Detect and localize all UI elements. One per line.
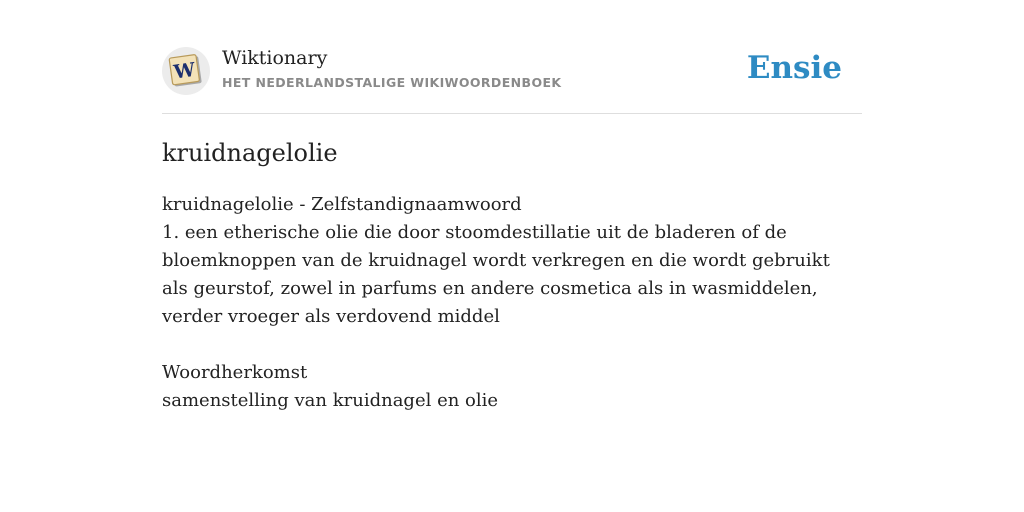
- source-header: [162, 46, 862, 114]
- spacer: [162, 331, 852, 359]
- entry-page: [162, 46, 862, 415]
- etymology-heading: Woordherkomst: [162, 362, 308, 383]
- definition-text: 1. een etherische olie die door stoomdestillatie uit de bladeren of de bloemknoppen van de kruidnagel wordt verkregen en die wordt gebruikt als geurstof, zowel in parfums en andere cosmetica als in wasmiddelen, verder vroeger als verdovend middel: [162, 222, 830, 327]
- source-title[interactable]: Wiktionary: [222, 47, 328, 69]
- part-of-speech-line: kruidnagelolie - Zelfstandignaamwoord: [162, 194, 522, 215]
- ensie-brand-logo[interactable]: Ensie: [746, 50, 842, 86]
- etymology-text: samenstelling van kruidnagel en olie: [162, 390, 499, 411]
- source-subtitle: HET NEDERLANDSTALIGE WIKIWOORDENBOEK: [222, 75, 562, 90]
- entry-content: [162, 191, 852, 415]
- puzzle-tile-icon: [162, 47, 210, 95]
- word-title: kruidnagelolie: [162, 139, 338, 167]
- logo-letter: W: [172, 58, 197, 84]
- wiktionary-logo-icon: [162, 47, 210, 95]
